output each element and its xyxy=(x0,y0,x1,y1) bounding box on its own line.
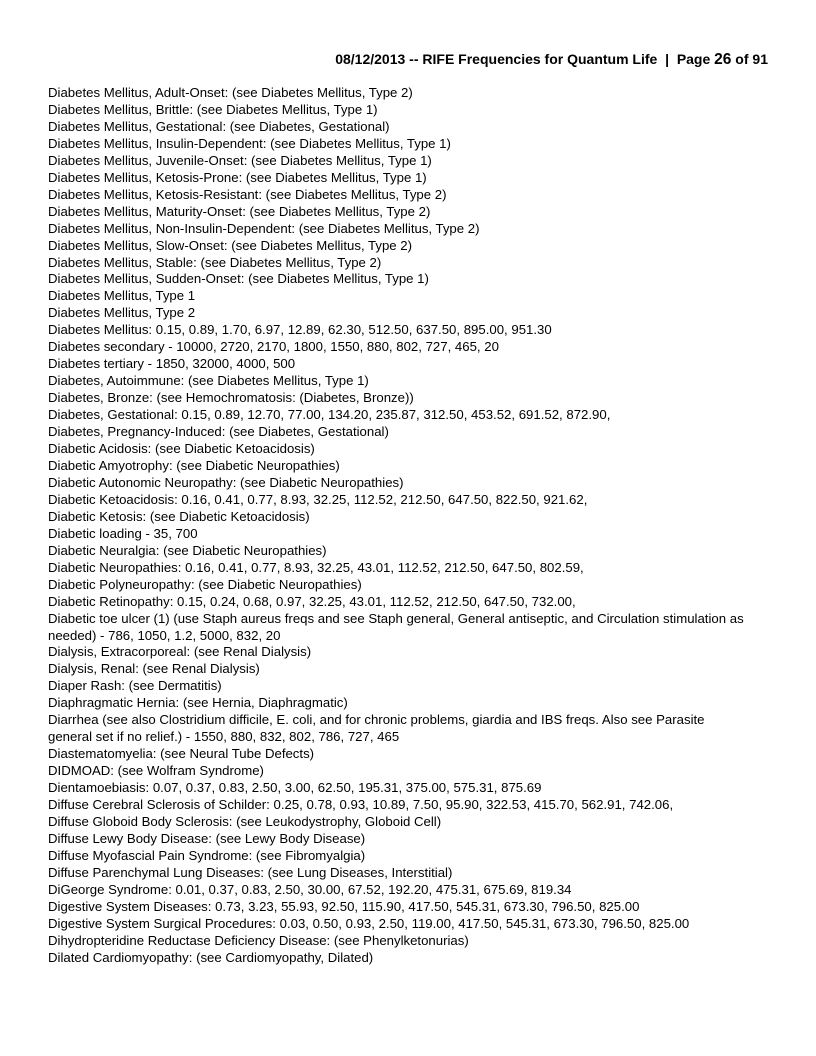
list-item: Diabetes Mellitus, Gestational: (see Diabetes, Gestational) xyxy=(48,118,390,134)
list-item: Dialysis, Extracorporeal: (see Renal Dialysis) xyxy=(48,644,312,660)
header-title: RIFE Frequencies for Quantum Life xyxy=(422,51,658,67)
list-item: Digestive System Diseases: 0.73, 3.23, 55.93, 92.50, 115.90, 417.50, 545.31, 673.30, 796.50, 825.00 xyxy=(48,898,640,914)
list-item: Diabetes Mellitus, Type 2 xyxy=(48,305,196,321)
list-item: Diastematomyelia: (see Neural Tube Defects) xyxy=(48,746,315,762)
list-item: DiGeorge Syndrome: 0.01, 0.37, 0.83, 2.50, 30.00, 67.52, 192.20, 475.31, 675.69, 819.34 xyxy=(48,881,572,897)
list-item: Diabetes, Autoimmune: (see Diabetes Mellitus, Type 1) xyxy=(48,373,369,389)
list-item: Diffuse Myofascial Pain Syndrome: (see Fibromyalgia) xyxy=(48,847,366,863)
list-item: Diabetic Autonomic Neuropathy: (see Diabetic Neuropathies) xyxy=(48,474,404,490)
list-item: Diabetes tertiary - 1850, 32000, 4000, 500 xyxy=(48,356,296,372)
list-item: Diabetes Mellitus, Non-Insulin-Dependent: (see Diabetes Mellitus, Type 2) xyxy=(48,220,480,236)
list-item: Diarrhea (see also Clostridium difficile, E. coli, and for chronic problems, giardia and IBS freqs. Also see Parasite general set if no relief.) - 1550, 880, 832, 802, 786, 727, 465 xyxy=(48,712,705,745)
entry-list xyxy=(48,85,778,967)
list-item: Diabetes Mellitus, Maturity-Onset: (see Diabetes Mellitus, Type 2) xyxy=(48,203,431,219)
list-item: Diffuse Cerebral Sclerosis of Schilder: 0.25, 0.78, 0.93, 10.89, 7.50, 95.90, 322.53, 415.70, 562.91, 742.06, xyxy=(48,797,674,813)
list-item: Diabetic Ketoacidosis: 0.16, 0.41, 0.77, 8.93, 32.25, 112.52, 212.50, 647.50, 822.50, 921.62, xyxy=(48,491,588,507)
list-item: Digestive System Surgical Procedures: 0.03, 0.50, 0.93, 2.50, 119.00, 417.50, 545.31, 673.30, 796.50, 825.00 xyxy=(48,915,690,931)
list-item: Diffuse Globoid Body Sclerosis: (see Leukodystrophy, Globoid Cell) xyxy=(48,813,442,829)
list-item: Dilated Cardiomyopathy: (see Cardiomyopathy, Dilated) xyxy=(48,949,374,965)
list-item: Dihydropteridine Reductase Deficiency Disease: (see Phenylketonurias) xyxy=(48,932,469,948)
header-page-number: 26 xyxy=(714,51,732,68)
header-date: 08/12/2013 xyxy=(335,51,406,67)
list-item: Diaper Rash: (see Dermatitis) xyxy=(48,678,222,694)
list-item: Diabetes Mellitus, Brittle: (see Diabetes Mellitus, Type 1) xyxy=(48,101,378,117)
list-item: Diabetes Mellitus: 0.15, 0.89, 1.70, 6.97, 12.89, 62.30, 512.50, 637.50, 895.00, 951.30 xyxy=(48,322,552,338)
list-item: Diabetes Mellitus, Insulin-Dependent: (see Diabetes Mellitus, Type 1) xyxy=(48,135,451,151)
list-item: Diabetic Neuropathies: 0.16, 0.41, 0.77, 8.93, 32.25, 43.01, 112.52, 212.50, 647.50, 802.59, xyxy=(48,559,584,575)
header-page-label: Page xyxy=(676,51,715,67)
list-item: Diabetic Amyotrophy: (see Diabetic Neuropathies) xyxy=(48,457,340,473)
list-item: Diabetes Mellitus, Juvenile-Onset: (see Diabetes Mellitus, Type 1) xyxy=(48,152,432,168)
header-separator: -- xyxy=(405,51,423,67)
header-of-label: of xyxy=(731,51,753,67)
list-item: Diffuse Parenchymal Lung Diseases: (see Lung Diseases, Interstitial) xyxy=(48,864,453,880)
list-item: Diaphragmatic Hernia: (see Hernia, Diaphragmatic) xyxy=(48,695,348,711)
list-item: Dialysis, Renal: (see Renal Dialysis) xyxy=(48,661,260,677)
list-item: Diabetic toe ulcer (1) (use Staph aureus freqs and see Staph general, General antiseptic, and Circulation stimulation as needed) - 786, 1050, 1.2, 5000, 832, 20 xyxy=(48,610,744,643)
list-item: DIDMOAD: (see Wolfram Syndrome) xyxy=(48,763,264,779)
list-item: Diabetes, Pregnancy-Induced: (see Diabetes, Gestational) xyxy=(48,424,389,440)
list-item: Diabetic Neuralgia: (see Diabetic Neuropathies) xyxy=(48,542,327,558)
list-item: Diabetes Mellitus, Ketosis-Prone: (see Diabetes Mellitus, Type 1) xyxy=(48,169,427,185)
list-item: Diabetic Retinopathy: 0.15, 0.24, 0.68, 0.97, 32.25, 43.01, 112.52, 212.50, 647.50, 732.00, xyxy=(48,593,576,609)
list-item: Diabetic Ketosis: (see Diabetic Ketoacidosis) xyxy=(48,508,310,524)
list-item: Diabetes Mellitus, Type 1 xyxy=(48,288,196,304)
list-item: Diabetic loading - 35, 700 xyxy=(48,525,198,541)
list-item: Diabetes Mellitus, Ketosis-Resistant: (see Diabetes Mellitus, Type 2) xyxy=(48,186,447,202)
list-item: Diabetic Polyneuropathy: (see Diabetic Neuropathies) xyxy=(48,576,362,592)
list-item: Diabetes Mellitus, Sudden-Onset: (see Diabetes Mellitus, Type 1) xyxy=(48,271,429,287)
list-item: Diabetes, Gestational: 0.15, 0.89, 12.70, 77.00, 134.20, 235.87, 312.50, 453.52, 691.52, 872.90, xyxy=(48,407,611,423)
header-total-pages: 91 xyxy=(752,51,768,67)
list-item: Diabetes, Bronze: (see Hemochromatosis: (Diabetes, Bronze)) xyxy=(48,390,414,406)
list-item: Diabetes Mellitus, Stable: (see Diabetes Mellitus, Type 2) xyxy=(48,254,382,270)
list-item: Diabetic Acidosis: (see Diabetic Ketoacidosis) xyxy=(48,441,315,457)
header-divider: | xyxy=(657,51,677,67)
list-item: Dientamoebiasis: 0.07, 0.37, 0.83, 2.50, 3.00, 62.50, 195.31, 375.00, 575.31, 875.69 xyxy=(48,780,542,796)
page-header xyxy=(0,50,768,69)
list-item: Diffuse Lewy Body Disease: (see Lewy Body Disease) xyxy=(48,830,366,846)
list-item: Diabetes Mellitus, Slow-Onset: (see Diabetes Mellitus, Type 2) xyxy=(48,237,413,253)
list-item: Diabetes Mellitus, Adult-Onset: (see Diabetes Mellitus, Type 2) xyxy=(48,85,413,100)
list-item: Diabetes secondary - 10000, 2720, 2170, 1800, 1550, 880, 802, 727, 465, 20 xyxy=(48,339,499,355)
